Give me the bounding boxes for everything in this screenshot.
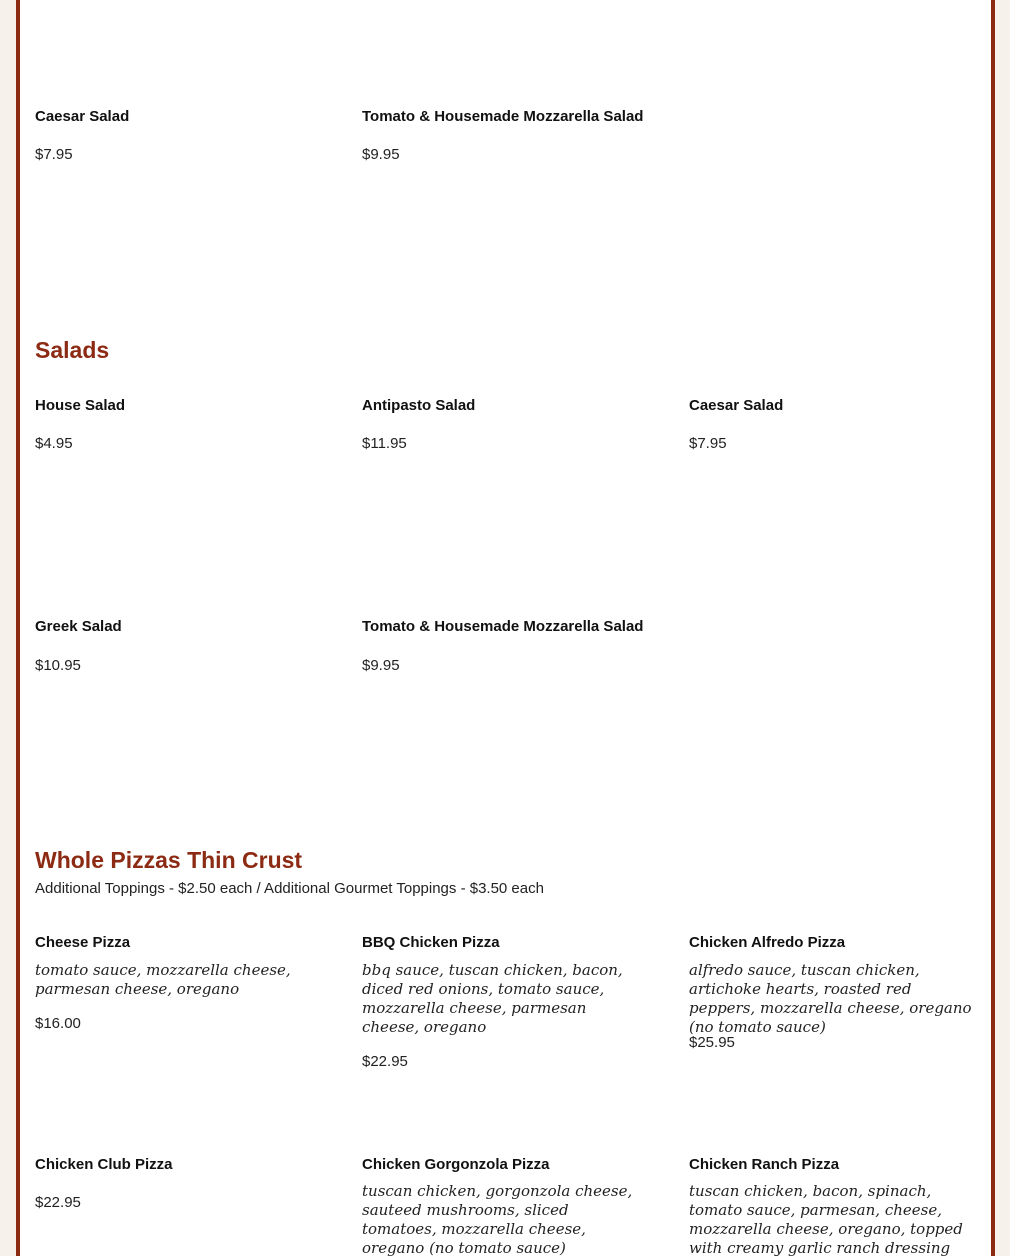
menu-item-price: $11.95 (362, 435, 407, 452)
menu-item-price: $10.95 (35, 657, 81, 674)
menu-item-description: tuscan chicken, gorgonzola cheese, sauteed mushrooms, sliced tomatoes, mozzarella cheese, oregano (no tomato sauce) (362, 1182, 633, 1256)
menu-item-name: Tomato & Housemade Mozzarella Salad (362, 618, 644, 635)
menu-item-description: tuscan chicken, bacon, spinach, tomato sauce, parmesan, cheese, mozzarella cheese, oregano, topped with creamy garlic ranch dressing (689, 1182, 963, 1256)
section-title-salads: Salads (35, 337, 110, 363)
menu-item-price: $16.00 (35, 1015, 81, 1032)
menu-item-name: Greek Salad (35, 618, 122, 635)
menu-item-price: $7.95 (689, 435, 727, 452)
menu-item-name: Chicken Gorgonzola Pizza (362, 1156, 550, 1173)
menu-item-name: Cheese Pizza (35, 934, 131, 951)
menu-panel (16, 0, 995, 1256)
menu-item-name: Antipasto Salad (362, 397, 476, 414)
menu-item-price: $9.95 (362, 657, 400, 674)
menu-item-description: alfredo sauce, tuscan chicken, artichoke hearts, roasted red peppers, mozzarella cheese, oregano (no tomato sauce) (689, 961, 972, 1036)
menu-item-price: $25.95 (689, 1034, 735, 1051)
menu-item-price: $22.95 (35, 1194, 81, 1211)
menu-item-name: Chicken Alfredo Pizza (689, 934, 846, 951)
menu-item-name: House Salad (35, 397, 126, 414)
menu-item-name: Chicken Club Pizza (35, 1156, 173, 1173)
menu-item-description: tomato sauce, mozzarella cheese, parmesan cheese, oregano (35, 961, 291, 998)
menu-item-name: Tomato & Housemade Mozzarella Salad (362, 108, 644, 125)
menu-item-name: Caesar Salad (35, 108, 130, 125)
menu-item-description: bbq sauce, tuscan chicken, bacon, diced red onions, tomato sauce, mozzarella cheese, parmesan cheese, oregano (362, 961, 623, 1036)
menu-item-price: $4.95 (35, 435, 73, 452)
menu-item-price: $9.95 (362, 146, 400, 163)
section-title-pizzas: Whole Pizzas Thin Crust (35, 847, 303, 873)
menu-item-name: Chicken Ranch Pizza (689, 1156, 840, 1173)
menu-item-name: Caesar Salad (689, 397, 784, 414)
menu-item-price: $7.95 (35, 146, 73, 163)
menu-item-price: $22.95 (362, 1053, 408, 1070)
menu-item-name: BBQ Chicken Pizza (362, 934, 500, 951)
section-note: Additional Toppings - $2.50 each / Additional Gourmet Toppings - $3.50 each (35, 880, 544, 897)
